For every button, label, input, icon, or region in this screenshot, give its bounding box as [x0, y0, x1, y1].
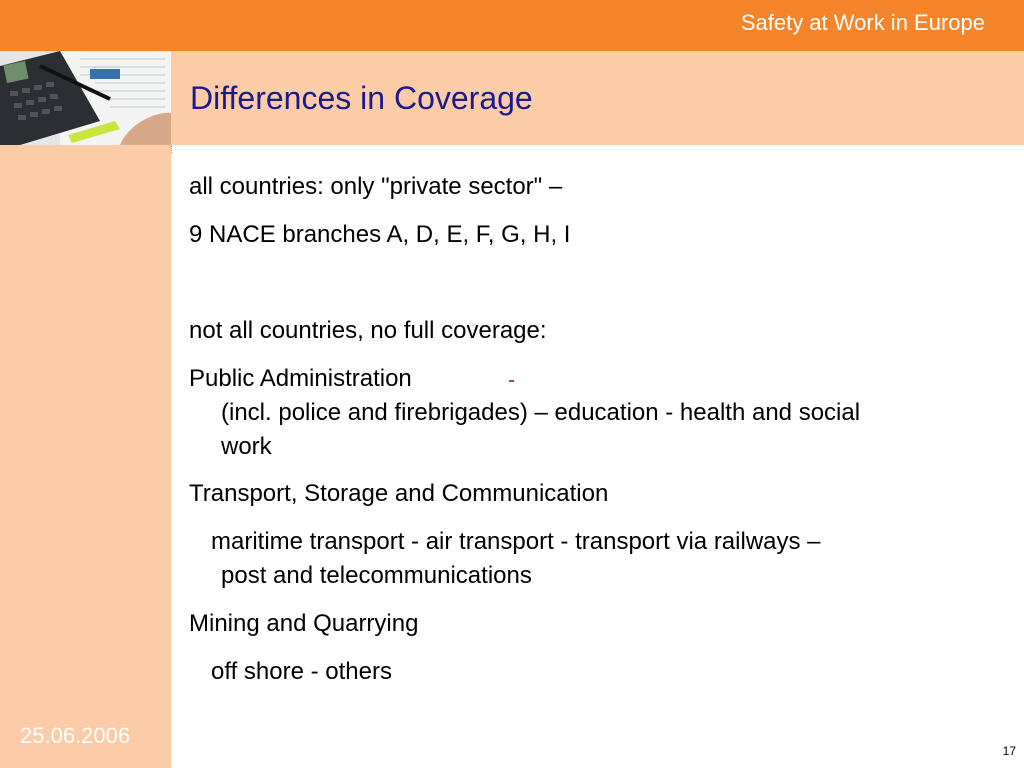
slide-title: Differences in Coverage	[190, 80, 533, 116]
body-line: Transport, Storage and Communication	[189, 480, 609, 507]
desk-photo-illustration	[0, 51, 171, 145]
top-bar	[0, 0, 1024, 51]
body-line: off shore - others	[211, 658, 392, 685]
left-panel	[0, 51, 171, 768]
body-line: not all countries, no full coverage:	[189, 317, 547, 344]
link-marker	[509, 380, 514, 382]
body-line: (incl. police and firebrigades) – education - health and social	[221, 399, 861, 426]
body-line: maritime transport - air transport - transport via railways –	[211, 528, 821, 555]
divider	[171, 145, 173, 153]
body-line: Mining and Quarrying	[189, 610, 419, 637]
desk-photo-image	[0, 51, 171, 145]
page-number: 17	[1002, 744, 1016, 758]
body-line: all countries: only "private sector" –	[189, 173, 563, 200]
footer-date: 25.06.2006	[20, 723, 131, 748]
body-line: work	[221, 433, 272, 460]
presentation-header-title: Safety at Work in Europe	[740, 10, 985, 35]
body-line: post and telecommunications	[221, 562, 532, 589]
body-line: Public Administration	[189, 365, 412, 392]
body-line: 9 NACE branches A, D, E, F, G, H, I	[189, 221, 571, 248]
